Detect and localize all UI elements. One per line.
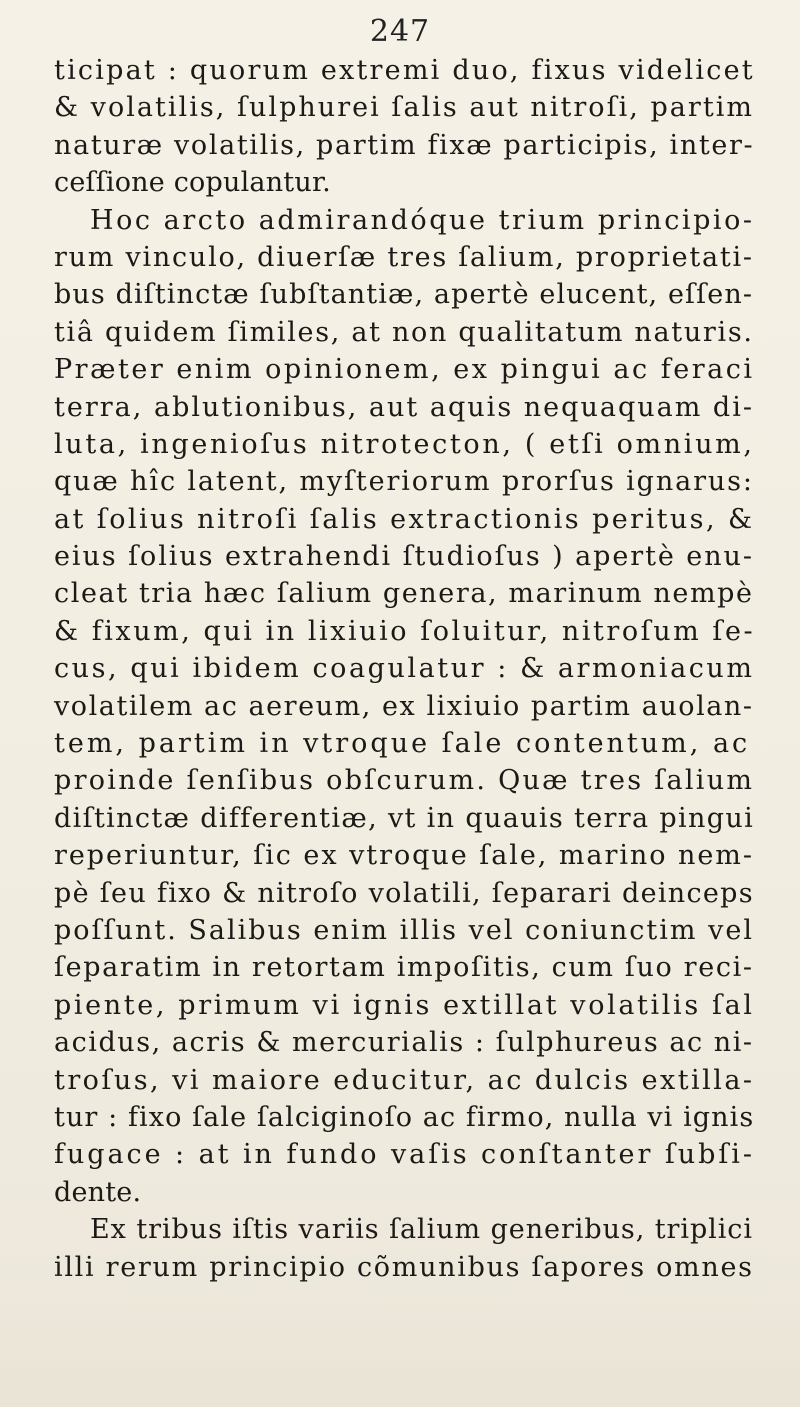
paper-discoloration [0,1287,800,1407]
text-line: tur : fixo ſale ſalciginoſo ac firmo, nulla vi ignis [54,1101,755,1133]
text-line: reperiuntur, ſic ex vtroque ſale, marino nem- [54,840,754,872]
text-line: troſus, vi maiore educitur, ac dulcis extilla- [54,1064,755,1096]
text-line: dente. [54,1176,142,1208]
text-line: pè ſeu fixo & nitroſo volatili, ſeparari deinceps [54,877,754,909]
text-line: bus diſtinctæ ſubſtantiæ, apertè elucent, eſſen- [54,279,754,311]
text-line: tem, partim in vtroque ſale contentum, ac [54,728,751,760]
text-line: ſeparatim in retortam impoſitis, cum ſuo reci- [54,952,754,984]
text-line: acidus, acris & mercurialis : ſulphureus ac ni- [54,1027,754,1059]
text-line: poſſunt. Salibus enim illis vel coniunctim vel [54,914,754,946]
text-line: & volatilis, ſulphurei ſalis aut nitroſi, partim [54,92,755,124]
page-number: 247 [369,14,431,49]
text-line: naturæ volatilis, partim fixæ participis, inter- [54,129,755,161]
text-line: volatilem ac aereum, ex lixiuio partim auolan- [54,690,754,722]
text-line: luta, ingenioſus nitrotecton, ( etſi omnium, [54,428,755,460]
text-line: ceſſione copulantur. [54,167,331,199]
text-line: rum vinculo, diuerſæ tres ſalium, proprietati- [54,241,754,273]
text-line: fugace : at in fundo vaſis conſtanter ſubſi- [54,1139,755,1171]
text-line: proinde ſenſibus obſcurum. Quæ tres ſalium [54,765,755,797]
text-line: & fixum, qui in lixiuio ſoluitur, nitroſum ſe- [54,615,756,647]
text-line: terra, ablutionibus, aut aquis nequaquam di- [54,391,755,423]
text-line: eius ſolius extrahendi ſtudioſus ) apertè enu- [54,541,754,573]
text-line: cleat tria hæc ſalium genera, marinum nempè [54,578,754,610]
text-line: illi rerum principio cõmunibus ſapores omnes [54,1251,754,1283]
text-line: at ſolius nitroſi ſalis extractionis peritus, & [54,503,755,535]
text-line: Ex tribus iſtis variis ſalium generibus, triplici [90,1214,753,1246]
text-line: Præter enim opinionem, ex pingui ac feraci [54,354,755,386]
text-line: piente, primum vi ignis extillat volatilis ſal [54,989,755,1021]
text-line: ticipat : quorum extremi duo, fixus videlicet [54,55,755,86]
text-line: cus, qui ibidem coagulatur : & armoniacum [54,653,755,685]
text-line: tiâ quidem ſimiles, at non qualitatum naturis. [54,316,754,348]
text-line: diſtinctæ differentiæ, vt in quauis terra pingui [54,802,755,834]
text-line: Hoc arcto admirandóque trium principio- [90,204,755,236]
body-text [54,52,754,1286]
text-line: quæ hîc latent, myſteriorum prorſus ignarus: [54,466,754,498]
